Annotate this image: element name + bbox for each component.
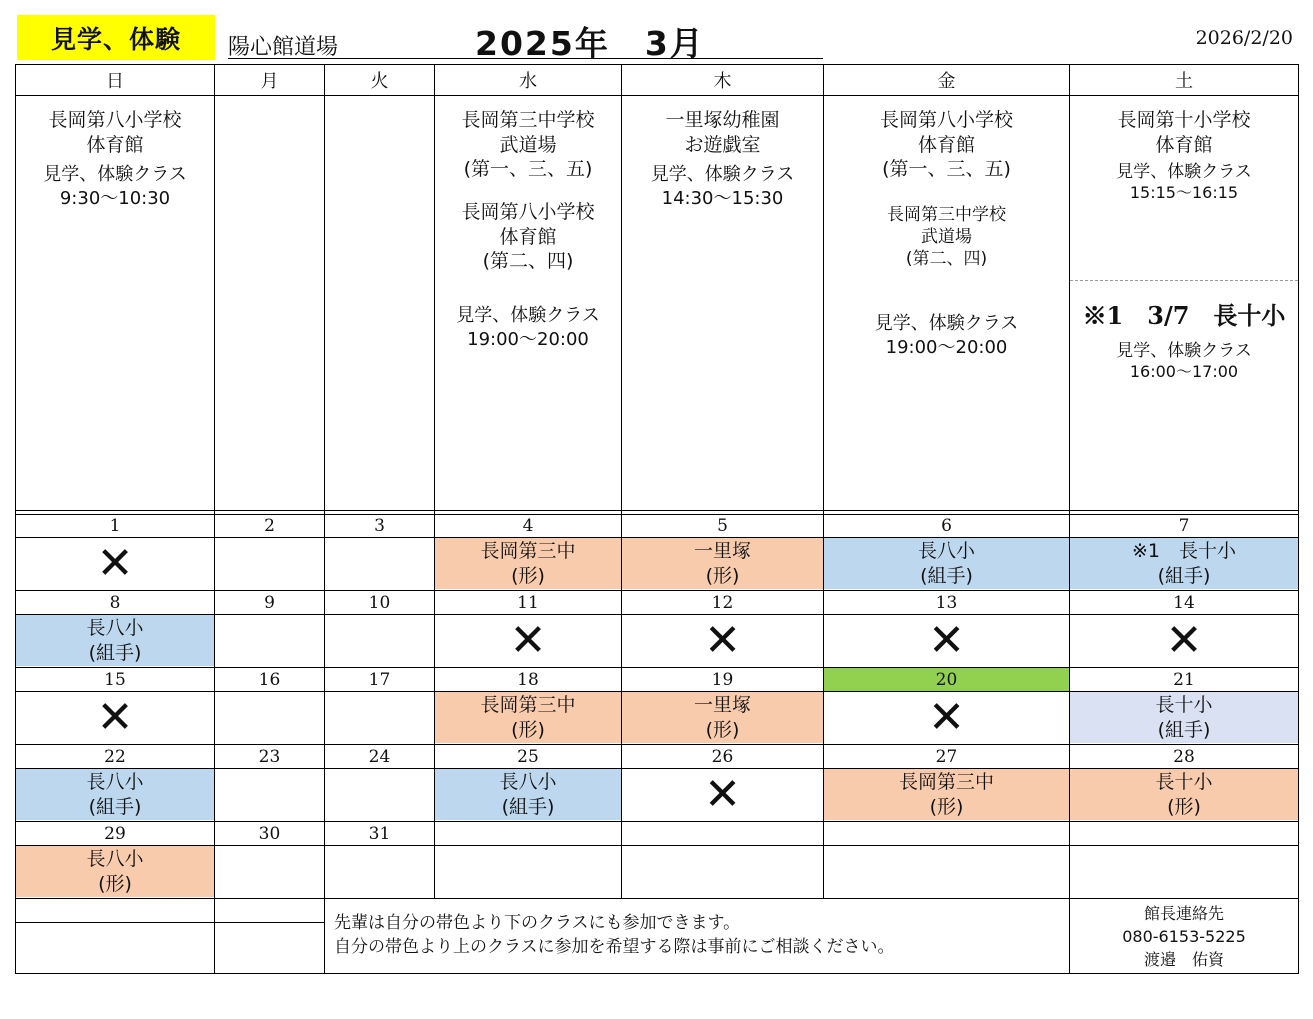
day-number: 17 (368, 670, 391, 690)
schedule-place-room: 体育館 (499, 225, 557, 248)
contact-box (1070, 902, 1298, 972)
weekday-sun: 日 (106, 71, 124, 92)
schedule-class: 見学、体験クラス (1116, 162, 1252, 183)
day-13-event (824, 615, 1069, 667)
day-number: 27 (935, 747, 958, 767)
event-type: (組手) (88, 642, 142, 664)
schedule-class: 見学、体験クラス (650, 164, 795, 186)
day-number: 25 (517, 747, 539, 767)
event-type: (組手) (1157, 565, 1211, 587)
day-4-event (435, 538, 621, 590)
dojo-name: 陽心館道場 (228, 35, 339, 60)
weekday-sat: 土 (1175, 71, 1193, 92)
contact-name: 渡邉 佑資 (1143, 950, 1224, 970)
cancel-icon: ✕ (704, 615, 741, 666)
schedule-place-room: 体育館 (917, 133, 975, 156)
schedule-place-room: 体育館 (1155, 133, 1213, 156)
weekday-tue: 火 (370, 71, 389, 92)
event-type: (形) (929, 796, 964, 818)
schedule-place: 長岡第八小学校 (461, 201, 595, 224)
schedule-sat (1070, 108, 1298, 204)
schedule-weeks: (第二、四) (905, 249, 988, 270)
day-28-event (1070, 769, 1298, 821)
day-6-event (824, 538, 1069, 590)
day-number: 5 (717, 516, 728, 536)
day-18-event (435, 692, 621, 744)
day-number: 22 (104, 747, 126, 767)
schedule-time: 19:00～20:00 (467, 328, 589, 350)
event-type: (組手) (920, 565, 973, 587)
schedule-place-room: 武道場 (499, 133, 557, 156)
day-5-event (622, 538, 823, 590)
day-number: 31 (368, 824, 391, 844)
schedule-fri (824, 108, 1069, 359)
schedule-weeks: (第二、四) (482, 250, 574, 273)
day-27-event (824, 769, 1069, 821)
day-12-event (622, 615, 823, 667)
event-type: (形) (705, 719, 740, 741)
schedule-sat-note: ※1 3/7 長十小 (1082, 301, 1286, 330)
day-number: 3 (374, 516, 385, 536)
day-29-event (16, 846, 214, 898)
title-underline (228, 58, 823, 59)
day-8-event (16, 615, 214, 667)
schedule-sun (16, 108, 214, 210)
event-type: (形) (1167, 796, 1201, 818)
day-11-event (435, 615, 621, 667)
weekday-mon: 月 (260, 71, 279, 92)
schedule-place: 長岡第八小学校 (48, 109, 182, 131)
day-number: 23 (258, 747, 281, 767)
event-place: 長八小 (86, 848, 144, 871)
day-number: 1 (109, 516, 121, 536)
schedule-place: 長岡第八小学校 (879, 109, 1013, 131)
schedule-place: 長岡第十小学校 (1117, 109, 1251, 131)
day-number: 24 (368, 747, 391, 767)
day-number: 29 (104, 824, 126, 844)
month-title: 2025年 3月 (475, 24, 705, 63)
event-place: 長八小 (917, 540, 975, 563)
day-number: 7 (1178, 516, 1190, 536)
day-1-event (16, 538, 214, 590)
day-26-event (622, 769, 823, 821)
event-type: (形) (98, 873, 132, 895)
schedule-wed (435, 108, 621, 351)
schedule-time: 16:00～17:00 (1129, 362, 1239, 382)
day-number: 20 (935, 670, 958, 690)
day-number: 19 (711, 670, 734, 690)
cancel-icon: ✕ (96, 538, 134, 589)
day-number: 9 (264, 593, 275, 613)
footer-note-1: 先輩は自分の帯色より下のクラスにも参加できます。 (334, 913, 741, 933)
schedule-place-room: お遊戯室 (684, 133, 761, 156)
event-place: 一里塚 (693, 540, 751, 563)
event-type: (形) (511, 565, 545, 587)
weekday-fri: 金 (937, 71, 956, 92)
schedule-place: 長岡第三中学校 (461, 109, 595, 131)
schedule-place: 長岡第三中学校 (887, 205, 1006, 226)
weekday-wed: 水 (519, 71, 537, 92)
schedule-time: 15:15～16:15 (1129, 183, 1239, 203)
cancel-icon: ✕ (1165, 615, 1203, 666)
cancel-icon: ✕ (509, 615, 547, 666)
cancel-icon: ✕ (928, 615, 965, 666)
contact-label: 館長連絡先 (1143, 904, 1224, 923)
print-date: 2026/2/20 (1195, 27, 1293, 49)
day-22-event (16, 769, 214, 821)
event-place: 長八小 (499, 771, 557, 794)
event-place: 一里塚 (693, 694, 751, 717)
day-14-event (1070, 615, 1298, 667)
schedule-place-room: 体育館 (86, 133, 144, 156)
event-place: ※1 長十小 (1131, 540, 1236, 563)
day-15-event (16, 692, 214, 744)
schedule-time: 9:30～10:30 (59, 187, 171, 209)
day-7-event (1070, 538, 1298, 590)
day-number: 21 (1173, 670, 1195, 690)
event-type: (形) (511, 719, 545, 741)
day-number: 11 (517, 593, 539, 613)
day-19-event (622, 692, 823, 744)
day-20-event (824, 692, 1069, 744)
footer-notes (334, 912, 1064, 960)
event-type: (組手) (1157, 719, 1211, 741)
event-place: 長岡第三中 (480, 540, 576, 563)
day-number: 18 (517, 670, 539, 690)
day-number: 12 (711, 593, 734, 613)
schedule-weeks: (第一、三、五) (463, 158, 593, 181)
schedule-place: 一里塚幼稚園 (665, 109, 780, 131)
day-25-event (435, 769, 621, 821)
event-type: (組手) (88, 796, 142, 818)
cancel-icon: ✕ (96, 692, 134, 743)
schedule-thu (622, 108, 823, 210)
day-number: 28 (1173, 747, 1195, 767)
day-number: 6 (941, 516, 952, 536)
schedule-time: 19:00～20:00 (885, 336, 1008, 358)
event-place: 長十小 (1155, 694, 1213, 717)
day-number: 14 (1173, 593, 1195, 613)
footer-note-2: 自分の帯色より上のクラスに参加を希望する際は事前にご相談ください。 (334, 936, 895, 957)
event-place: 長八小 (86, 617, 144, 640)
schedule-class: 見学、体験クラス (43, 164, 187, 186)
schedule-class: 見学、体験クラス (1116, 341, 1252, 361)
day-number: 13 (935, 593, 958, 613)
event-place: 長岡第三中 (480, 694, 576, 717)
day-21-event (1070, 692, 1298, 744)
day-number: 8 (109, 593, 121, 613)
event-type: (形) (705, 565, 740, 587)
schedule-class: 見学、体験クラス (456, 305, 600, 327)
day-number: 4 (522, 516, 534, 536)
day-number: 16 (258, 670, 281, 690)
day-number: 10 (368, 593, 391, 613)
event-place: 長岡第三中 (898, 771, 994, 794)
schedule-weeks: (第一、三、五) (882, 158, 1011, 181)
schedule-time: 14:30～15:30 (661, 187, 784, 209)
day-number: 26 (711, 747, 734, 767)
event-type: (組手) (501, 796, 555, 818)
schedule-sat-extra (1070, 340, 1298, 383)
event-place: 長八小 (86, 771, 144, 794)
weekday-thu: 木 (713, 71, 732, 92)
event-place: 長十小 (1155, 771, 1213, 794)
day-number: 30 (258, 824, 281, 844)
schedule-place-room: 武道場 (921, 227, 972, 248)
cancel-icon: ✕ (928, 692, 965, 743)
day-number: 15 (104, 670, 126, 690)
day-number: 2 (264, 516, 275, 536)
cancel-icon: ✕ (704, 769, 741, 820)
schedule-class: 見学、体験クラス (874, 313, 1019, 335)
contact-phone[interactable]: 080-6153-5225 (1122, 927, 1246, 947)
page-badge: 見学、体験 (17, 15, 215, 60)
